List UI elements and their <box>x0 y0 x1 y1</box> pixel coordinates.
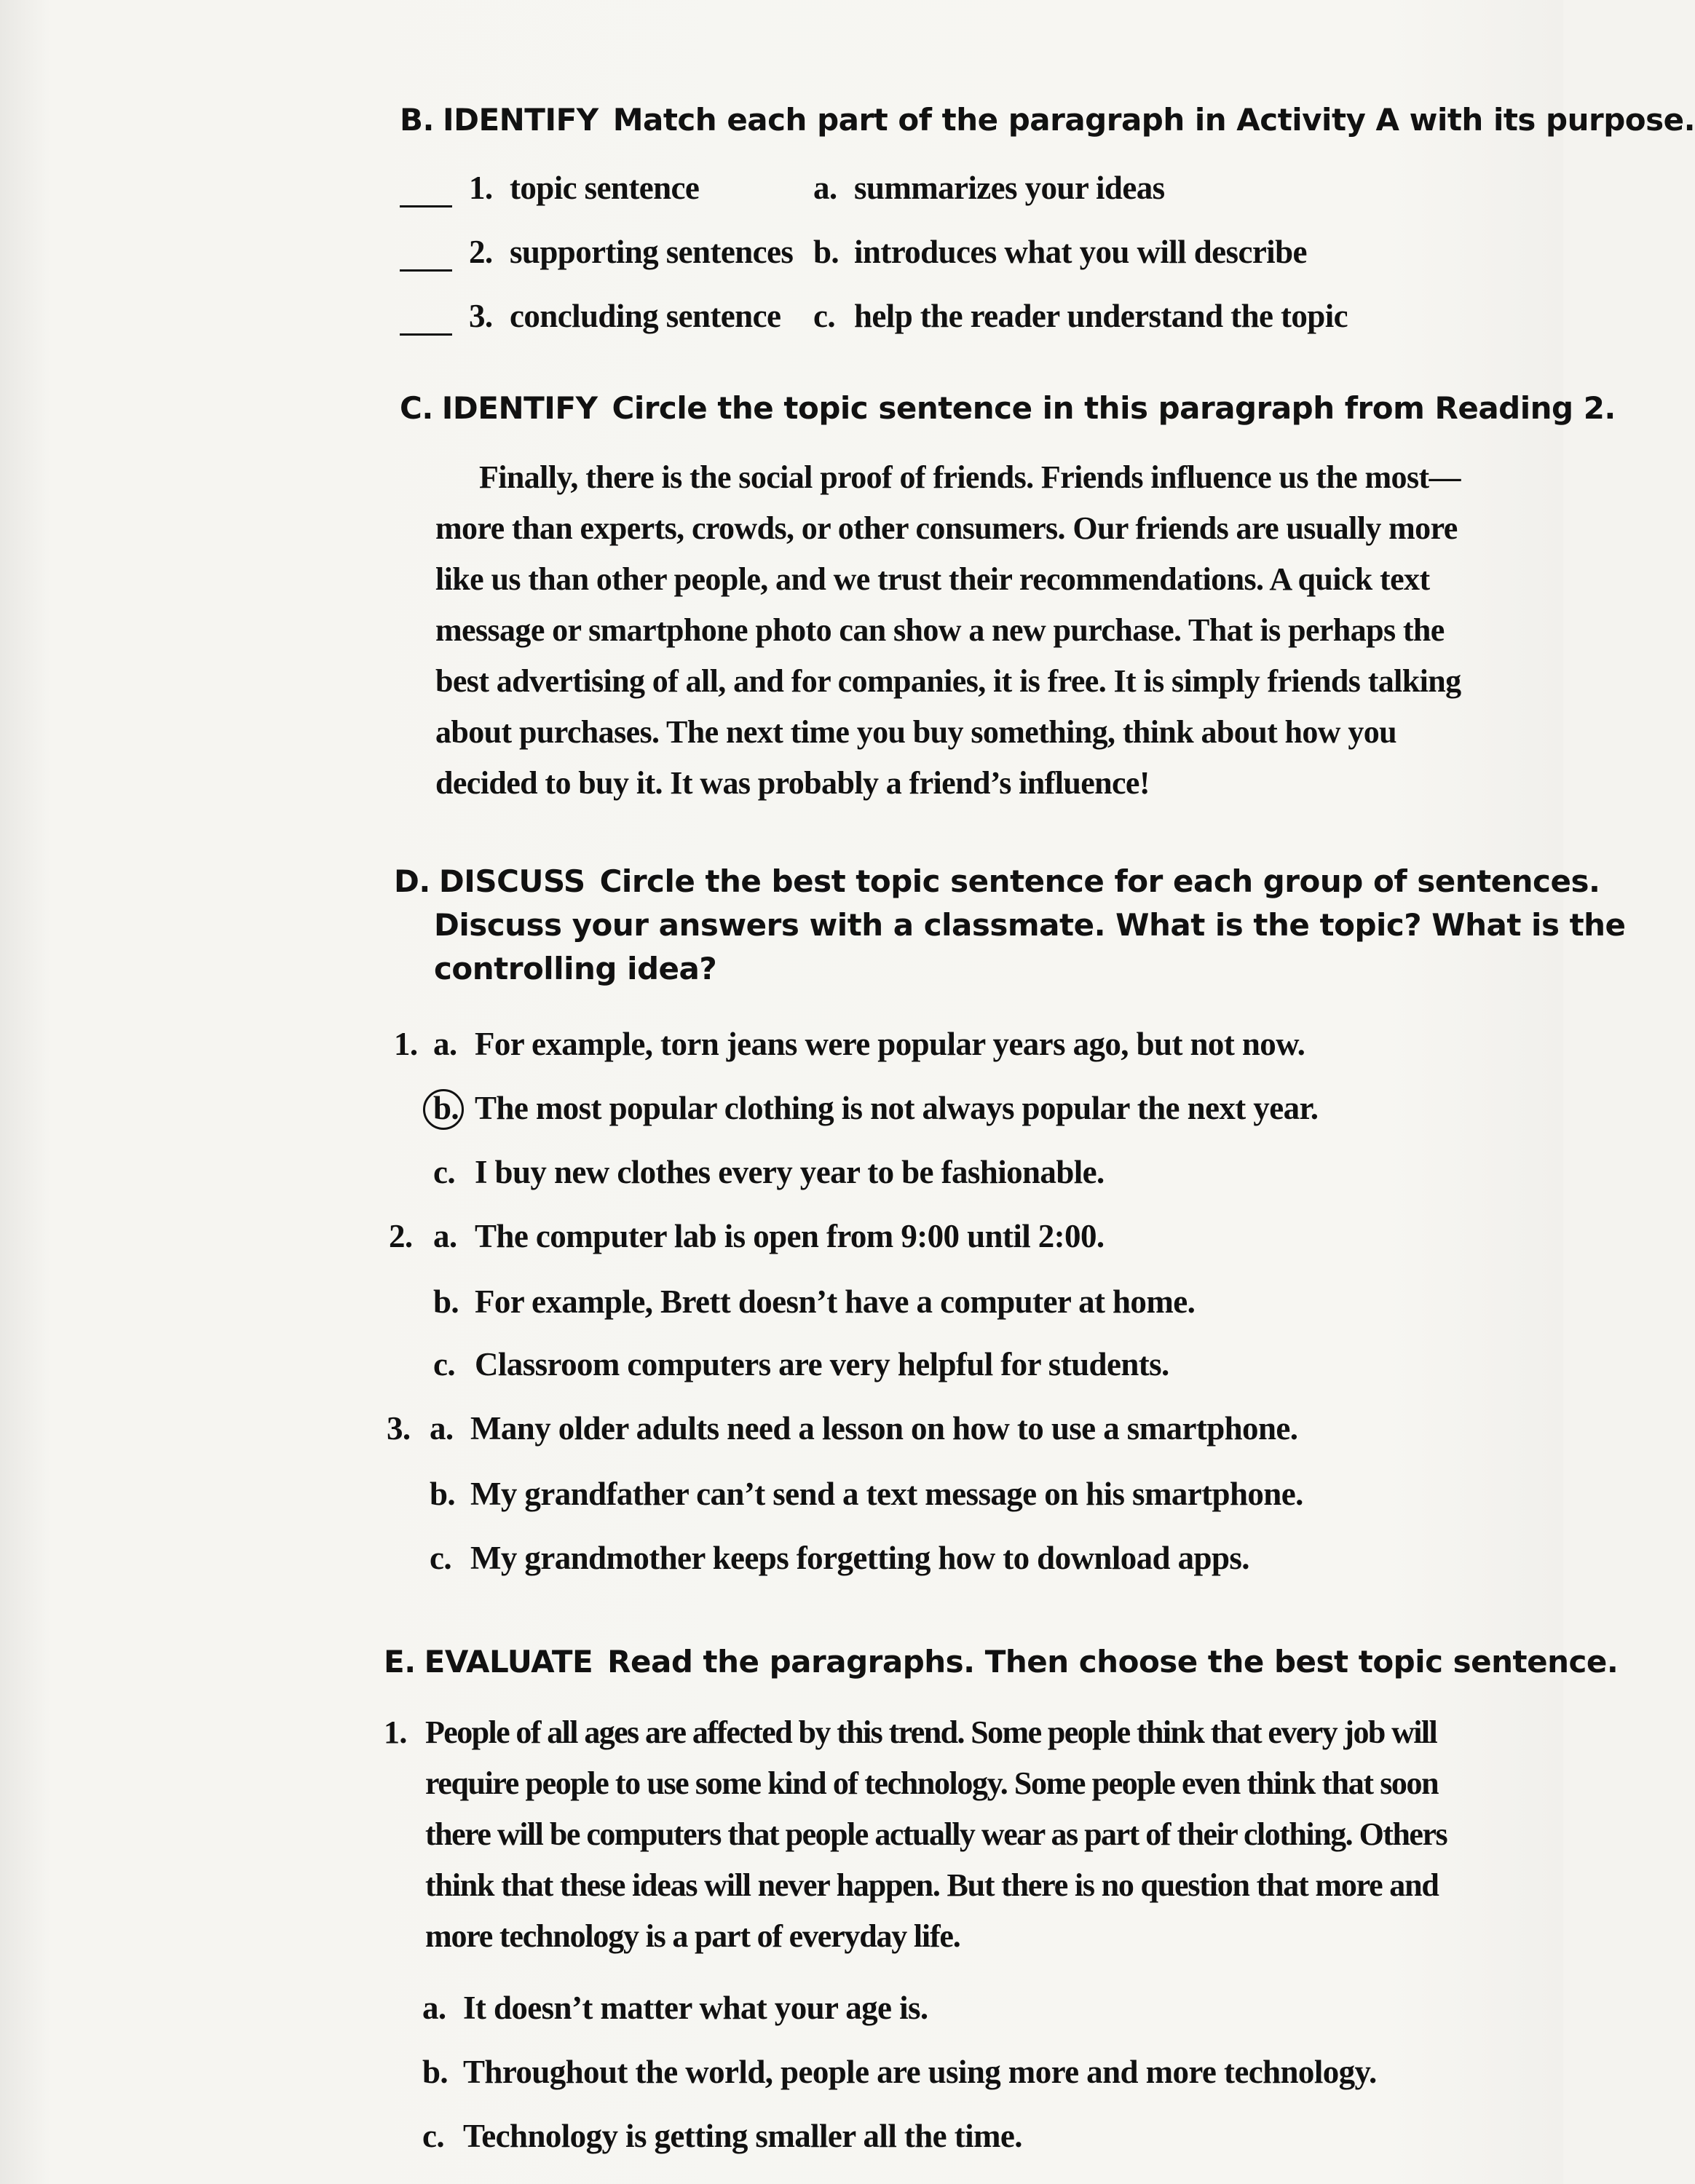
group-1-option-c-text: I buy new clothes every year to be fashionable. <box>475 1154 1105 1190</box>
group-1-option-c-letter: c. <box>433 1154 456 1190</box>
section-d-instruction-line-3: controlling idea? <box>434 951 717 986</box>
section-b-instruction: Match each part of the paragraph in Activity A with its purpose. <box>612 102 1695 138</box>
match-option-text-b: introduces what you will describe <box>854 234 1307 270</box>
section-b-header <box>400 102 1695 138</box>
group-1-option-a-text: For example, torn jeans were popular years ago, but not now. <box>475 1026 1305 1062</box>
section-e-letter: E. <box>384 1644 416 1679</box>
match-option-letter-c: c. <box>813 298 836 334</box>
match-term-2: supporting sentences <box>510 234 794 270</box>
section-e-header <box>384 1644 1618 1679</box>
match-option-text-c: help the reader understand the topic <box>854 298 1348 334</box>
section-c-keyword: IDENTIFY <box>441 390 598 426</box>
section-c-paragraph-line-3: like us than other people, and we trust their recommendations. A quick text <box>435 561 1430 597</box>
section-d-letter: D. <box>394 863 430 899</box>
group-3-option-a-text: Many older adults need a lesson on how to use a smartphone. <box>470 1410 1298 1447</box>
section-e-option-b-letter: b. <box>422 2054 449 2090</box>
section-e-option-c-letter: c. <box>422 2118 445 2154</box>
group-3-number: 3. <box>387 1410 411 1447</box>
match-item-number-1: 1. <box>469 170 493 206</box>
section-c-paragraph-line-2: more than experts, crowds, or other consumers. Our friends are usually more <box>435 510 1458 546</box>
match-term-3: concluding sentence <box>510 298 781 334</box>
section-e-paragraph-line-3: there will be computers that people actually wear as part of their clothing. Others <box>425 1816 1447 1852</box>
section-c-paragraph-line-4: message or smartphone photo can show a new purchase. That is perhaps the <box>435 612 1445 648</box>
group-3-option-b-text: My grandfather can’t send a text message on his smartphone. <box>470 1476 1303 1512</box>
match-option-letter-b: b. <box>813 234 839 270</box>
group-3-option-c-text: My grandmother keeps forgetting how to download apps. <box>470 1540 1249 1576</box>
section-d-keyword: DISCUSS <box>438 863 585 899</box>
group-3-option-c-letter: c. <box>430 1540 452 1576</box>
section-e-item-number: 1. <box>384 1714 407 1750</box>
group-1-option-b-text: The most popular clothing is not always popular the next year. <box>475 1090 1319 1126</box>
group-1-number: 1. <box>394 1026 418 1062</box>
group-3-option-a-letter: a. <box>430 1410 454 1447</box>
section-c-header <box>400 390 1616 426</box>
section-c-instruction: Circle the topic sentence in this paragraph from Reading 2. <box>612 390 1616 426</box>
group-2-option-b-text: For example, Brett doesn’t have a computer at home. <box>475 1283 1196 1320</box>
section-c-paragraph-line-7: decided to buy it. It was probably a friend’s influence! <box>435 765 1150 801</box>
section-d-instruction-line-1: Circle the best topic sentence for each group of sentences. <box>599 863 1600 899</box>
section-e-option-a-letter: a. <box>422 1990 446 2026</box>
answer-blank-1[interactable] <box>400 205 452 207</box>
section-d-header <box>394 863 1600 899</box>
answer-blank-2[interactable] <box>400 269 452 272</box>
section-c-paragraph-line-6: about purchases. The next time you buy something, think about how you <box>435 714 1397 750</box>
section-e-keyword: EVALUATE <box>424 1644 593 1679</box>
match-term-1: topic sentence <box>510 170 700 206</box>
section-e-option-b-text: Throughout the world, people are using more and more technology. <box>463 2054 1377 2090</box>
group-3-option-b-letter: b. <box>430 1476 456 1512</box>
group-2-option-a-letter: a. <box>433 1218 457 1254</box>
answer-blank-3[interactable] <box>400 333 452 336</box>
match-option-text-a: summarizes your ideas <box>854 170 1165 206</box>
section-e-paragraph-line-4: think that these ideas will never happen. But there is no question that more and <box>425 1867 1439 1903</box>
group-2-option-c-text: Classroom computers are very helpful for students. <box>475 1346 1169 1382</box>
section-e-option-c-text: Technology is getting smaller all the time. <box>463 2118 1022 2154</box>
section-c-paragraph-line-5: best advertising of all, and for companies, it is free. It is simply friends talking <box>435 663 1461 699</box>
match-item-number-2: 2. <box>469 234 493 270</box>
group-1-option-a-letter: a. <box>433 1026 457 1062</box>
section-d-instruction-line-2: Discuss your answers with a classmate. What is the topic? What is the <box>434 907 1626 943</box>
group-1-option-b-letter: b. <box>433 1090 459 1126</box>
section-e-instruction: Read the paragraphs. Then choose the best topic sentence. <box>607 1644 1619 1679</box>
group-2-option-b-letter: b. <box>433 1283 459 1320</box>
group-2-option-c-letter: c. <box>433 1346 456 1382</box>
section-e-paragraph-line-2: require people to use some kind of technology. Some people even think that soon <box>425 1765 1439 1801</box>
section-e-paragraph-line-1: People of all ages are affected by this trend. Some people think that every job will <box>425 1714 1437 1750</box>
group-2-number: 2. <box>389 1218 413 1254</box>
section-b-letter: B. <box>400 102 434 138</box>
section-e-paragraph-line-5: more technology is a part of everyday life. <box>425 1918 960 1954</box>
match-option-letter-a: a. <box>813 170 837 206</box>
section-e-option-a-text: It doesn’t matter what your age is. <box>463 1990 928 2026</box>
section-c-letter: C. <box>400 390 433 426</box>
section-b-keyword: IDENTIFY <box>442 102 598 138</box>
group-2-option-a-text: The computer lab is open from 9:00 until 2:00. <box>475 1218 1105 1254</box>
section-c-paragraph-line-1: Finally, there is the social proof of friends. Friends influence us the most— <box>479 459 1461 495</box>
match-item-number-3: 3. <box>469 298 493 334</box>
